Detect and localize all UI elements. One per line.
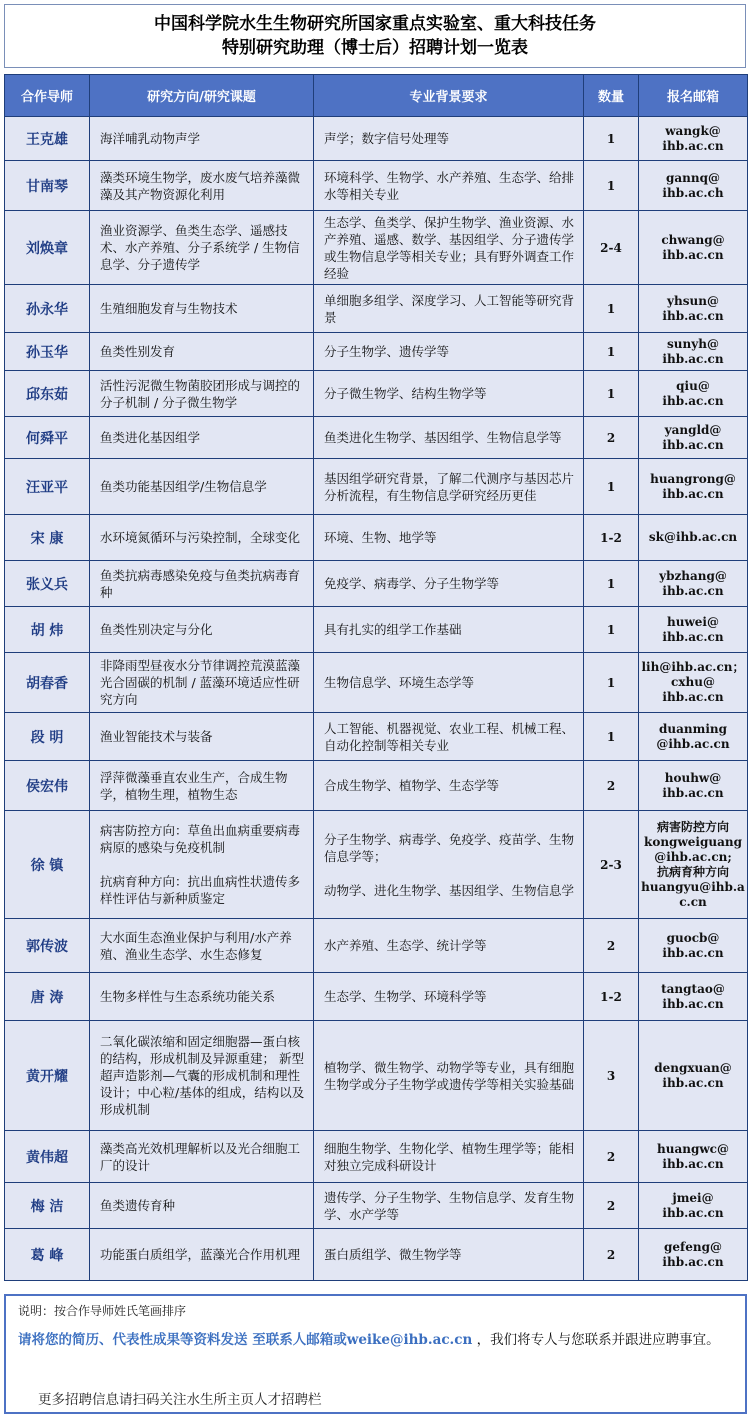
- header-mentor: 合作导师: [5, 75, 90, 117]
- table-row: [5, 653, 748, 713]
- mentor-name: 唐 涛: [5, 973, 90, 1021]
- table-row: [5, 211, 748, 285]
- apply-email[interactable]: chwang@ ihb.ac.cn: [639, 211, 748, 285]
- major-requirement: 声学；数字信号处理等: [314, 117, 584, 161]
- mentor-name: 梅 洁: [5, 1183, 90, 1229]
- position-count: 1-2: [584, 515, 639, 561]
- mentor-name: 张义兵: [5, 561, 90, 607]
- apply-email[interactable]: huwei@ ihb.ac.cn: [639, 607, 748, 653]
- apply-email[interactable]: huangrong@ ihb.ac.cn: [639, 459, 748, 515]
- major-requirement: 分子生物学、遗传学等: [314, 333, 584, 371]
- mentor-name: 黄开耀: [5, 1021, 90, 1131]
- major-requirement: 分子生物学、病毒学、免疫学、疫苗学、生物信息学等； 动物学、进化生物学、基因组学、生物信息学: [314, 811, 584, 919]
- header-email: 报名邮箱: [639, 75, 748, 117]
- apply-email[interactable]: huangwc@ ihb.ac.cn: [639, 1131, 748, 1183]
- table-row: [5, 1229, 748, 1281]
- position-count: 1: [584, 161, 639, 211]
- title-line-1: 中国科学院水生生物研究所国家重点实验室、重大科技任务: [154, 14, 596, 34]
- mentor-name: 汪亚平: [5, 459, 90, 515]
- table-row: [5, 333, 748, 371]
- research-topic: 病害防控方向：草鱼出血病重要病毒病原的感染与免疫机制 抗病育种方向：抗出血病性状遗传多样性评估与新种质鉴定: [90, 811, 314, 919]
- table-row: [5, 919, 748, 973]
- contact-email-link[interactable]: weike@ihb.ac.cn: [346, 1332, 473, 1348]
- title-box: [4, 4, 746, 68]
- apply-email[interactable]: sunyh@ ihb.ac.cn: [639, 333, 748, 371]
- mentor-name: 邱东茹: [5, 371, 90, 417]
- header-topic: 研究方向/研究课题: [90, 75, 314, 117]
- position-count: 1: [584, 607, 639, 653]
- recruitment-table: [4, 74, 748, 1281]
- table-row: [5, 561, 748, 607]
- table-row: [5, 973, 748, 1021]
- mentor-name: 胡春香: [5, 653, 90, 713]
- major-requirement: 人工智能、机器视觉、农业工程、机械工程、自动化控制等相关专业: [314, 713, 584, 761]
- research-topic: 浮萍微藻垂直农业生产，合成生物学，植物生理，植物生态: [90, 761, 314, 811]
- apply-email[interactable]: guocb@ ihb.ac.cn: [639, 919, 748, 973]
- mentor-name: 何舜平: [5, 417, 90, 459]
- apply-email[interactable]: wangk@ ihb.ac.cn: [639, 117, 748, 161]
- major-requirement: 免疫学、病毒学、分子生物学等: [314, 561, 584, 607]
- apply-email[interactable]: gefeng@ ihb.ac.cn: [639, 1229, 748, 1281]
- table-row: [5, 607, 748, 653]
- mentor-name: 孙玉华: [5, 333, 90, 371]
- title-line-2: 特别研究助理（博士后）招聘计划一览表: [222, 38, 528, 58]
- research-topic: 鱼类进化基因组学: [90, 417, 314, 459]
- table-row: [5, 1131, 748, 1183]
- major-requirement: 蛋白质组学、微生物学等: [314, 1229, 584, 1281]
- qr-code-note: 更多招聘信息请扫码关注水生所主页人才招聘栏: [38, 1392, 322, 1408]
- table-row: [5, 371, 748, 417]
- table-row: [5, 417, 748, 459]
- research-topic: 鱼类遗传育种: [90, 1183, 314, 1229]
- research-topic: 活性污泥微生物菌胶团形成与调控的分子机制 / 分子微生物学: [90, 371, 314, 417]
- table-row: [5, 161, 748, 211]
- major-requirement: 单细胞多组学、深度学习、人工智能等研究背景: [314, 285, 584, 333]
- position-count: 2: [584, 1229, 639, 1281]
- mentor-name: 段 明: [5, 713, 90, 761]
- footer-box: [4, 1294, 747, 1414]
- research-topic: 渔业智能技术与装备: [90, 713, 314, 761]
- mentor-name: 孙永华: [5, 285, 90, 333]
- research-topic: 鱼类性别发育: [90, 333, 314, 371]
- apply-email[interactable]: yhsun@ ihb.ac.cn: [639, 285, 748, 333]
- contact-instructions: [18, 1330, 736, 1350]
- table-row: [5, 761, 748, 811]
- apply-email[interactable]: dengxuan@ ihb.ac.cn: [639, 1021, 748, 1131]
- position-count: 1: [584, 285, 639, 333]
- major-requirement: 环境、生物、地学等: [314, 515, 584, 561]
- research-topic: 生物多样性与生态系统功能关系: [90, 973, 314, 1021]
- table-row: [5, 1021, 748, 1131]
- research-topic: 渔业资源学、鱼类生态学、遥感技术、水产养殖、分子系统学 / 生物信息学、分子遗传学: [90, 211, 314, 285]
- major-requirement: 环境科学、生物学、水产养殖、生态学、给排水等相关专业: [314, 161, 584, 211]
- table-row: [5, 117, 748, 161]
- apply-email[interactable]: ybzhang@ ihb.ac.cn: [639, 561, 748, 607]
- major-requirement: 细胞生物学、生物化学、植物生理学等；能相对独立完成科研设计: [314, 1131, 584, 1183]
- apply-email[interactable]: houhw@ ihb.ac.cn: [639, 761, 748, 811]
- mentor-name: 刘焕章: [5, 211, 90, 285]
- research-topic: 藻类环境生物学，废水废气培养藻微藻及其产物资源化利用: [90, 161, 314, 211]
- table-row: [5, 285, 748, 333]
- position-count: 2: [584, 417, 639, 459]
- mentor-name: 王克雄: [5, 117, 90, 161]
- major-requirement: 生物信息学、环境生态学等: [314, 653, 584, 713]
- major-requirement: 具有扎实的组学工作基础: [314, 607, 584, 653]
- table-header-row: [5, 75, 748, 117]
- position-count: 2: [584, 1131, 639, 1183]
- apply-email[interactable]: duanming @ihb.ac.cn: [639, 713, 748, 761]
- research-topic: 大水面生态渔业保护与利用/水产养殖、渔业生态学、水生态修复: [90, 919, 314, 973]
- contact-rest: ，我们将专人与您联系并跟进应聘事宜。: [472, 1332, 720, 1348]
- major-requirement: 遗传学、分子生物学、生物信息学、发育生物学、水产学等: [314, 1183, 584, 1229]
- research-topic: 水环境氮循环与污染控制，全球变化: [90, 515, 314, 561]
- position-count: 1: [584, 459, 639, 515]
- research-topic: 鱼类抗病毒感染免疫与鱼类抗病毒育种: [90, 561, 314, 607]
- mentor-name: 徐 镇: [5, 811, 90, 919]
- research-topic: 藻类高光效机理解析以及光合细胞工厂的设计: [90, 1131, 314, 1183]
- mentor-name: 郭传波: [5, 919, 90, 973]
- apply-email[interactable]: jmei@ ihb.ac.cn: [639, 1183, 748, 1229]
- position-count: 3: [584, 1021, 639, 1131]
- apply-email[interactable]: lih@ihb.ac.cn； cxhu@ ihb.ac.cn: [639, 653, 748, 713]
- major-requirement: 植物学、微生物学、动物学等专业，具有细胞生物学或分子生物学或遗传学等相关实验基础: [314, 1021, 584, 1131]
- position-count: 2: [584, 1183, 639, 1229]
- apply-email[interactable]: tangtao@ ihb.ac.cn: [639, 973, 748, 1021]
- position-count: 2: [584, 761, 639, 811]
- mentor-name: 胡 炜: [5, 607, 90, 653]
- research-topic: 功能蛋白质组学，蓝藻光合作用机理: [90, 1229, 314, 1281]
- research-topic: 海洋哺乳动物声学: [90, 117, 314, 161]
- table-row: [5, 713, 748, 761]
- position-count: 1: [584, 653, 639, 713]
- major-requirement: 合成生物学、植物学、生态学等: [314, 761, 584, 811]
- mentor-name: 侯宏伟: [5, 761, 90, 811]
- research-topic: 鱼类性别决定与分化: [90, 607, 314, 653]
- apply-email[interactable]: 病害防控方向 kongweiguang@ihb.ac.cn; 抗病育种方向 huangyu@ihb.ac.cn: [639, 811, 748, 919]
- apply-email[interactable]: sk@ihb.ac.cn: [639, 515, 748, 561]
- position-count: 2-3: [584, 811, 639, 919]
- table-row: [5, 811, 748, 919]
- major-requirement: 鱼类进化生物学、基因组学、生物信息学等: [314, 417, 584, 459]
- header-major: 专业背景要求: [314, 75, 584, 117]
- footer-note: 说明：按合作导师姓氏笔画排序: [18, 1304, 187, 1318]
- major-requirement: 生态学、鱼类学、保护生物学、渔业资源、水产养殖、遥感、数学、基因组学、分子遗传学或生物信息学等相关专业；具有野外调查工作经验: [314, 211, 584, 285]
- header-count: 数量: [584, 75, 639, 117]
- position-count: 1: [584, 561, 639, 607]
- apply-email[interactable]: yangld@ ihb.ac.cn: [639, 417, 748, 459]
- table-row: [5, 1183, 748, 1229]
- mentor-name: 葛 峰: [5, 1229, 90, 1281]
- contact-highlight: 请将您的简历、代表性成果等资料发送 至联系人邮箱或: [18, 1332, 347, 1348]
- major-requirement: 分子微生物学、结构生物学等: [314, 371, 584, 417]
- mentor-name: 甘南琴: [5, 161, 90, 211]
- apply-email[interactable]: qiu@ ihb.ac.cn: [639, 371, 748, 417]
- table-row: [5, 459, 748, 515]
- research-topic: 非降雨型昼夜水分节律调控荒漠蓝藻光合固碳的机制 / 蓝藻环境适应性研究方向: [90, 653, 314, 713]
- research-topic: 二氧化碳浓缩和固定细胞器—蛋白核的结构，形成机制及异源重建； 新型超声造影剂—气囊的形成机制和理性设计；中心粒/基体的组成，结构以及形成机制: [90, 1021, 314, 1131]
- research-topic: 生殖细胞发育与生物技术: [90, 285, 314, 333]
- apply-email[interactable]: gannq@ ihb.ac.ch: [639, 161, 748, 211]
- major-requirement: 生态学、生物学、环境科学等: [314, 973, 584, 1021]
- research-topic: 鱼类功能基因组学/生物信息学: [90, 459, 314, 515]
- position-count: 2-4: [584, 211, 639, 285]
- major-requirement: 水产养殖、生态学、统计学等: [314, 919, 584, 973]
- mentor-name: 宋 康: [5, 515, 90, 561]
- table-body: [5, 117, 748, 1281]
- position-count: 1: [584, 371, 639, 417]
- position-count: 1: [584, 333, 639, 371]
- major-requirement: 基因组学研究背景，了解二代测序与基因芯片分析流程，有生物信息学研究经历更佳: [314, 459, 584, 515]
- position-count: 1: [584, 117, 639, 161]
- position-count: 1-2: [584, 973, 639, 1021]
- position-count: 1: [584, 713, 639, 761]
- mentor-name: 黄伟超: [5, 1131, 90, 1183]
- table-row: [5, 515, 748, 561]
- position-count: 2: [584, 919, 639, 973]
